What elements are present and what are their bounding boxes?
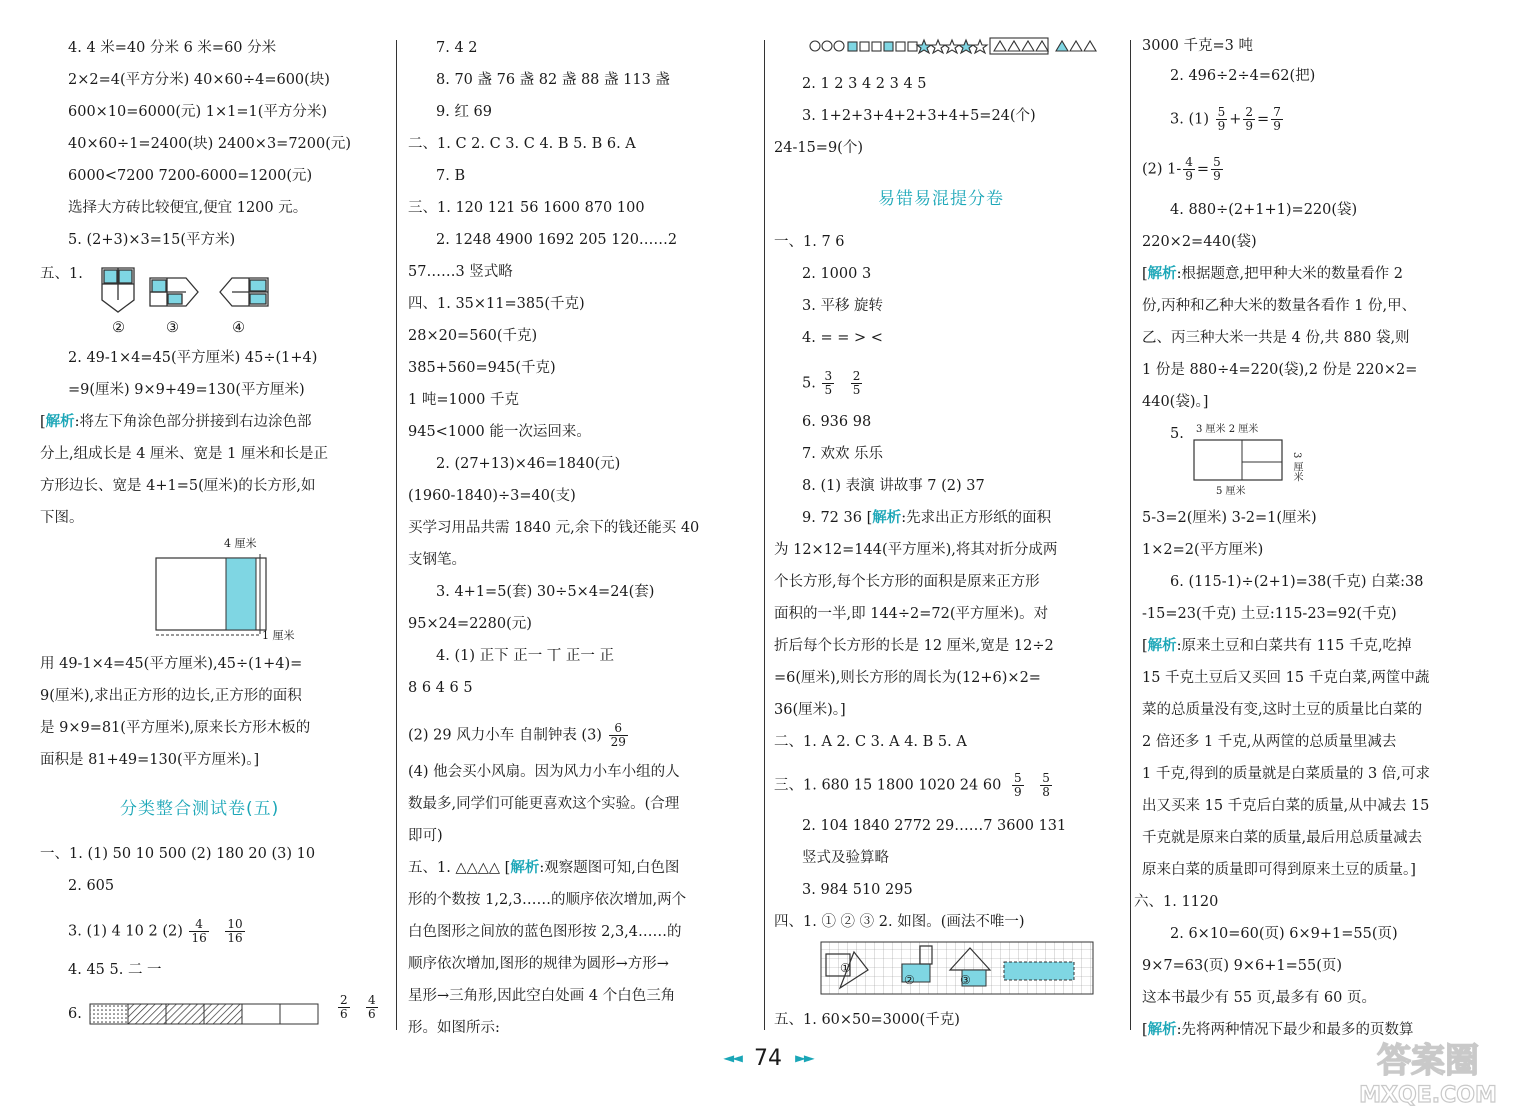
analysis-tag: 解析 — [1147, 1021, 1177, 1038]
answer-line: 四、1. ① ② ③ 2. 如图。(画法不唯一) — [774, 914, 1025, 930]
dimension-label: 1 厘米 — [262, 629, 295, 642]
answer-line: 600×10=6000(元) 1×1=1(平方分米) — [68, 104, 328, 120]
answer-line: 2×2=4(平方分米) 40×60÷4=600(块) — [68, 72, 330, 88]
answer-line: 2. 1000 3 — [802, 266, 872, 282]
answer-line: 买学习用品共需 1840 元,余下的钱还能买 40 — [408, 520, 700, 536]
analysis-line: 出又买来 15 千克后白菜的质量,从中减去 15 — [1142, 798, 1430, 814]
analysis-line: 1 千克,得到的质量就是白菜质量的 3 倍,可求 — [1142, 766, 1430, 782]
figure-label: ② — [112, 320, 125, 336]
answer-line: 2. 1 2 3 4 2 3 4 5 — [802, 76, 927, 92]
answer-line: 六、1. 1120 — [1134, 894, 1219, 910]
analysis-line: 为 12×12=144(平方厘米),将其对折分成两 — [774, 542, 1058, 558]
answer-line: 这本书最少有 55 页,最多有 60 页。 — [1142, 990, 1376, 1006]
answer-line: (2) 1- $\frac{4}{9}$ = $\frac{5}{9}$ — [1142, 155, 1221, 183]
answer-line: 4. 880÷(2+1+1)=220(袋) — [1170, 202, 1358, 218]
fraction: $\frac{5}{8}$ — [1042, 771, 1050, 799]
analysis-line: 原来白菜的质量即可得到原来土豆的质量。] — [1142, 862, 1416, 878]
page-footer — [0, 1046, 1536, 1071]
fraction: $\frac{2}{6}$ — [340, 993, 348, 1021]
analysis-tag: 解析 — [1147, 637, 1177, 654]
answer-line: 3. (1) $\frac{5}{9}$ + $\frac{2}{9}$ = $\frac{7}{9}$ — [1170, 105, 1281, 133]
grid-figure — [820, 940, 1096, 998]
analysis-line: =6(厘米),则长方形的周长为(12+6)×2= — [774, 670, 1041, 686]
answer-line: 220×2=440(袋) — [1142, 234, 1257, 250]
answer-line: 3. 1+2+3+4+2+3+4+5=24(个) — [802, 108, 1036, 124]
dimension-label: 3 厘米 — [1291, 452, 1302, 482]
analysis-line: 9(厘米),求出正方形的边长,正方形的面积 — [40, 688, 302, 704]
fraction: $\frac{2}{5}$ — [852, 369, 861, 397]
analysis-tag: 解析 — [872, 509, 902, 526]
strip-diagram — [88, 1000, 324, 1028]
dimension-label: 4 厘米 — [224, 537, 257, 550]
answer-line: 95×24=2280(元) — [408, 616, 532, 632]
answer-line: 57……3 竖式略 — [408, 264, 513, 280]
section-title: 易错易混提分卷 — [878, 189, 1004, 209]
analysis-line: 2 倍还多 1 千克,从两筐的总质量里减去 — [1142, 734, 1397, 750]
grid-label: ① — [840, 961, 851, 975]
answer-line: 4. = = > < — [802, 330, 883, 346]
analysis-line: 36(厘米)。] — [774, 702, 846, 718]
section-label: 五、1. — [40, 266, 83, 282]
answer-line: 即可) — [408, 828, 443, 844]
answer-line: 6. (115-1)÷(2+1)=38(千克) 白菜:38 — [1170, 574, 1424, 590]
column-divider-3 — [1130, 40, 1131, 1030]
answer-line: 一、1. 7 6 — [774, 234, 845, 250]
answer-line: (1960-1840)÷3=40(支) — [408, 488, 576, 504]
answer-line: 二、1. A 2. C 3. A 4. B 5. A — [774, 734, 967, 750]
analysis-line: 是 9×9=81(平方厘米),原来长方形木板的 — [40, 720, 311, 736]
analysis-line: 五、1. △△△△ [解析:观察题图可知,白色图 — [408, 859, 680, 876]
grid-label: ② — [904, 973, 915, 987]
pentagon-figures — [98, 260, 278, 336]
answer-line: 6. 936 98 — [802, 414, 872, 430]
analysis-line: 用 49-1×4=45(平方厘米),45÷(1+4)= — [40, 656, 303, 672]
answer-line: 五、1. 60×50=3000(千克) — [774, 1012, 960, 1028]
answer-line: 3. (1) 4 10 2 (2) $\frac{4}{16}$ $\frac{10}{16}$ — [68, 917, 243, 945]
next-arrow-icon: ►► — [795, 1050, 813, 1067]
svg-text:MXQE.COM: MXQE.COM — [1359, 1083, 1497, 1108]
analysis-line: 下图。 — [40, 510, 84, 526]
answer-line: 2. 605 — [68, 878, 115, 894]
analysis-line: [解析:根据题意,把甲种大米的数量看作 2 — [1142, 265, 1403, 282]
page-number: 74 — [754, 1046, 782, 1071]
answer-line: 385+560=945(千克) — [408, 360, 556, 376]
answer-line: 一、1. (1) 50 10 500 (2) 180 20 (3) 10 — [40, 846, 316, 862]
answer-line: 9×7=63(页) 9×6+1=55(页) — [1142, 958, 1343, 974]
answer-line: 5-3=2(厘米) 3-2=1(厘米) — [1142, 510, 1317, 526]
fraction: $\frac{3}{5}$ — [824, 369, 833, 397]
answer-line: 四、1. 35×11=385(千克) — [408, 296, 585, 312]
answer-line: 3. 平移 旋转 — [802, 298, 884, 314]
answer-line: 8 6 4 6 5 — [408, 680, 473, 696]
analysis-line: 440(袋)。] — [1142, 394, 1209, 410]
answer-line: 28×20=560(千克) — [408, 328, 538, 344]
analysis-line: 1 份是 880÷4=220(袋),2 份是 220×2= — [1142, 362, 1418, 378]
analysis-line: 顺序依次增加,图形的规律为圆形→方形→ — [408, 956, 669, 972]
answer-line: 支钢笔。 — [408, 552, 466, 568]
analysis-line: 分上,组成长是 4 厘米、宽是 1 厘米和长是正 — [40, 446, 328, 462]
answer-line: 数最多,同学们可能更喜欢这个实验。(合理 — [408, 796, 680, 812]
analysis-line: 方形边长、宽是 4+1=5(厘米)的长方形,如 — [40, 478, 316, 494]
answer-line: 9. 红 69 — [436, 104, 493, 120]
answer-line: =9(厘米) 9×9+49=130(平方厘米) — [68, 382, 305, 398]
dimension-label: 3 厘米 2 厘米 — [1196, 424, 1259, 435]
answer-line: 竖式及验算略 — [802, 850, 889, 866]
analysis-line: 菜的总质量没有变,这时土豆的质量比白菜的 — [1142, 702, 1423, 718]
answer-line: 24-15=9(个) — [774, 140, 863, 156]
analysis-line: [解析:原来土豆和白菜共有 115 千克,吃掉 — [1142, 637, 1412, 654]
answer-line: 三、1. 120 121 56 1600 870 100 — [408, 200, 645, 216]
analysis-line: 面积是 81+49=130(平方厘米)。] — [40, 752, 260, 768]
answer-line: 2. 6×10=60(页) 6×9+1=55(页) — [1170, 926, 1398, 942]
answer-line: 二、1. C 2. C 3. C 4. B 5. B 6. A — [408, 136, 636, 152]
answer-line: 2. 496÷2÷4=62(把) — [1170, 68, 1316, 84]
dimension-label: 5 厘米 — [1216, 486, 1246, 497]
analysis-line: 形。如图所示: — [408, 1020, 500, 1036]
answer-line: 40×60÷1=2400(块) 2400×3=7200(元) — [68, 136, 352, 152]
shape-sequence — [808, 34, 1108, 62]
fraction: $\frac{5}{9}$ — [1213, 155, 1221, 183]
answer-line: 3. 984 510 295 — [802, 882, 913, 898]
figure-label: ④ — [232, 320, 245, 336]
answer-line: 4. (1) 正下 正一 丅 正一 正 — [436, 648, 615, 664]
answer-line: 5. $\frac{3}{5}$ $\frac{2}{5}$ — [802, 369, 861, 397]
answer-line: 6000<7200 7200-6000=1200(元) — [68, 168, 313, 184]
fraction: $\frac{6}{29}$ — [610, 721, 626, 749]
analysis-line: 个长方形,每个长方形的面积是原来正方形 — [774, 574, 1040, 590]
analysis-line: [解析:将左下角涂色部分拼接到右边涂色部 — [40, 413, 312, 430]
svg-text:答案圈: 答案圈 — [1377, 1041, 1479, 1081]
analysis-line: 形的个数按 1,2,3……的顺序依次增加,两个 — [408, 892, 687, 908]
fraction: $\frac{4}{16}$ — [191, 917, 207, 945]
fraction: $\frac{5}{9}$ — [1013, 771, 1022, 799]
answer-line: 5. (2+3)×3=15(平方米) — [68, 232, 236, 248]
answer-line: 2. 1248 4900 1692 205 120……2 — [436, 232, 678, 248]
answer-line: (2) 29 风力小车 自制钟表 (3) $\frac{6}{29}$ — [408, 721, 626, 749]
column-divider-2 — [764, 40, 765, 1030]
answer-line: 2. 49-1×4=45(平方厘米) 45÷(1+4) — [68, 350, 318, 366]
analysis-line: 9. 72 36 [解析:先求出正方形纸的面积 — [802, 509, 1052, 526]
analysis-tag: 解析 — [45, 413, 75, 430]
answer-line: 1 吨=1000 千克 — [408, 392, 519, 408]
grid-label: ③ — [960, 973, 971, 987]
answer-line: 7. 4 2 — [436, 40, 478, 56]
analysis-line: 星形→三角形,因此空白处画 4 个白色三角 — [408, 988, 676, 1004]
analysis-line: 面积的一半,即 144÷2=72(平方厘米)。对 — [774, 606, 1049, 622]
analysis-line: 折后每个长方形的长是 12 厘米,宽是 12÷2 — [774, 638, 1054, 654]
prev-arrow-icon: ◄◄ — [723, 1050, 741, 1067]
section-title: 分类整合测试卷(五) — [120, 799, 280, 819]
answer-line: 2. 104 1840 2772 29……7 3600 131 — [802, 818, 1067, 834]
answer-line: 945<1000 能一次运回来。 — [408, 424, 591, 440]
figure-label: ③ — [166, 320, 179, 336]
answer-line: (4) 他会买小风扇。因为风力小车小组的人 — [408, 764, 680, 780]
analysis-line: 白色图形之间放的蓝色图形按 2,3,4……的 — [408, 924, 682, 940]
fraction: $\frac{7}{9}$ — [1273, 105, 1281, 133]
answer-line: 1×2=2(平方厘米) — [1142, 542, 1264, 558]
analysis-line: 15 千克土豆后又买回 15 千克白菜,两筐中蔬 — [1142, 670, 1430, 686]
fraction: $\frac{2}{9}$ — [1245, 105, 1254, 133]
answer-line: 8. (1) 表演 讲故事 7 (2) 37 — [802, 478, 985, 494]
answer-line: 选择大方砖比较便宜,便宜 1200 元。 — [68, 200, 308, 216]
analysis-tag: 解析 — [510, 859, 540, 876]
answer-line: 3. 4+1=5(套) 30÷5×4=24(套) — [436, 584, 655, 600]
analysis-tag: 解析 — [1147, 265, 1177, 282]
answer-line: 7. 欢欢 乐乐 — [802, 446, 884, 462]
analysis-line: 份,丙种和乙种大米的数量各看作 1 份,甲、 — [1142, 298, 1417, 314]
answer-line: 3000 千克=3 吨 — [1142, 38, 1253, 54]
analysis-line: 乙、丙三种大米一共是 4 份,共 880 袋,则 — [1142, 330, 1410, 346]
answer-line: 7. B — [436, 168, 466, 184]
fraction: $\frac{5}{9}$ — [1217, 105, 1226, 133]
answer-line: 2. (27+13)×46=1840(元) — [436, 456, 621, 472]
analysis-line: [解析:先将两种情况下最少和最多的页数算 — [1142, 1021, 1414, 1038]
answer-line: -15=23(千克) 土豆:115-23=92(千克) — [1142, 606, 1397, 622]
answer-line: 三、1. 680 15 1800 1020 24 60 $\frac{5}{9}$ $\frac{5}{8}$ — [774, 771, 1050, 799]
answer-line: 4. 45 5. 二 一 — [68, 962, 162, 978]
fraction: $\frac{10}{16}$ — [227, 917, 243, 945]
fraction: $\frac{4}{9}$ — [1185, 155, 1193, 183]
answer-line: 8. 70 盏 76 盏 82 盏 88 盏 113 盏 — [436, 72, 670, 88]
answer-line: 5. — [1170, 426, 1184, 442]
answer-line: 4. 4 米=40 分米 6 米=60 分米 — [68, 40, 277, 56]
fraction: $\frac{4}{6}$ — [368, 993, 376, 1021]
watermark-logo — [1332, 1036, 1522, 1108]
analysis-line: 千克就是原来白菜的质量,最后用总质量减去 — [1142, 830, 1423, 846]
answer-line: 6. — [68, 1006, 82, 1022]
column-divider-1 — [396, 40, 397, 1030]
rectangle-diagram — [150, 542, 320, 642]
